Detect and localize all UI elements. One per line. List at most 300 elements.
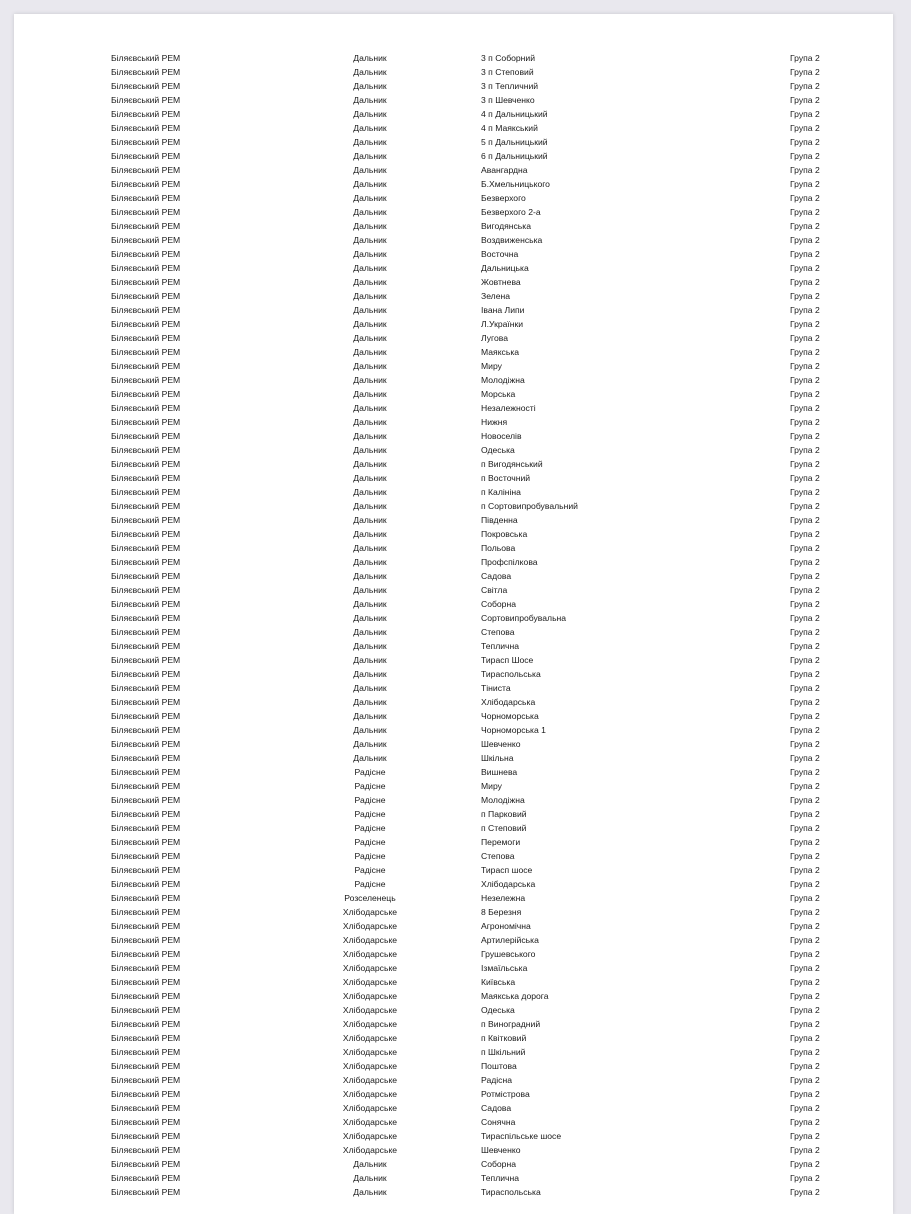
table-row: [14, 1157, 893, 1171]
street-cell: Одеська: [481, 1005, 515, 1015]
settlement-cell: Дальник: [353, 361, 387, 371]
table-row: [14, 667, 893, 681]
rem-cell: Біляєвський РЕМ: [111, 389, 181, 399]
table-row: [14, 989, 893, 1003]
street-cell: Чорноморська: [481, 711, 539, 721]
group-cell: Група 2: [790, 1033, 820, 1043]
table-row: [14, 359, 893, 373]
table-row: [14, 1003, 893, 1017]
settlement-cell: Дальник: [353, 571, 387, 581]
street-cell: Теплична: [481, 641, 520, 651]
table-row: [14, 247, 893, 261]
table-row: [14, 79, 893, 93]
street-cell: Шкільна: [481, 753, 514, 763]
group-cell: Група 2: [790, 1019, 820, 1029]
table-row: [14, 93, 893, 107]
group-cell: Група 2: [790, 921, 820, 931]
rem-cell: Біляєвський РЕМ: [111, 753, 181, 763]
settlement-cell: Радісне: [354, 781, 386, 791]
table-row: [14, 583, 893, 597]
street-cell: Київська: [481, 977, 516, 987]
settlement-cell: Дальник: [353, 319, 387, 329]
street-cell: Хлібодарська: [481, 879, 536, 889]
rem-cell: Біляєвський РЕМ: [111, 305, 181, 315]
street-cell: Нижня: [481, 417, 508, 427]
settlement-cell: Хлібодарське: [342, 1145, 398, 1155]
settlement-cell: Дальник: [353, 613, 387, 623]
street-cell: Грушевського: [481, 949, 536, 959]
street-cell: Тирасп Шосе: [481, 655, 534, 665]
rem-cell: Біляєвський РЕМ: [111, 641, 181, 651]
table-row: [14, 653, 893, 667]
settlement-cell: Дальник: [353, 81, 387, 91]
rem-cell: Біляєвський РЕМ: [111, 445, 181, 455]
group-cell: Група 2: [790, 571, 820, 581]
rem-cell: Біляєвський РЕМ: [111, 1103, 181, 1113]
street-cell: Сортовипробувальна: [481, 613, 567, 623]
rem-cell: Біляєвський РЕМ: [111, 1019, 181, 1029]
rem-cell: Біляєвський РЕМ: [111, 809, 181, 819]
settlement-cell: Радісне: [354, 879, 386, 889]
rem-cell: Біляєвський РЕМ: [111, 333, 181, 343]
settlement-cell: Радісне: [354, 851, 386, 861]
rem-cell: Біляєвський РЕМ: [111, 991, 181, 1001]
rem-cell: Біляєвський РЕМ: [111, 53, 181, 63]
street-cell: Покровська: [481, 529, 528, 539]
street-cell: Воздвиженська: [481, 235, 543, 245]
group-cell: Група 2: [790, 305, 820, 315]
rem-cell: Біляєвський РЕМ: [111, 291, 181, 301]
street-cell: 4 п Дальницький: [481, 109, 548, 119]
settlement-cell: Хлібодарське: [342, 1075, 398, 1085]
table-row: [14, 261, 893, 275]
table-row: [14, 933, 893, 947]
table-row: [14, 1115, 893, 1129]
street-cell: Б.Хмельницького: [481, 179, 550, 189]
settlement-cell: Дальник: [353, 151, 387, 161]
table-row: [14, 849, 893, 863]
group-cell: Група 2: [790, 1173, 820, 1183]
table-row: [14, 401, 893, 415]
rem-cell: Біляєвський РЕМ: [111, 1075, 181, 1085]
rem-cell: Біляєвський РЕМ: [111, 361, 181, 371]
rem-cell: Біляєвський РЕМ: [111, 585, 181, 595]
outage-schedule-table: [14, 51, 893, 1199]
settlement-cell: Дальник: [353, 291, 387, 301]
group-cell: Група 2: [790, 235, 820, 245]
rem-cell: Біляєвський РЕМ: [111, 935, 181, 945]
group-cell: Група 2: [790, 753, 820, 763]
street-cell: п Квітковий: [481, 1033, 527, 1043]
street-cell: Маякська: [481, 347, 520, 357]
street-cell: Тіниста: [481, 683, 511, 693]
settlement-cell: Радісне: [354, 823, 386, 833]
street-cell: Івана Липи: [481, 305, 525, 315]
rem-cell: Біляєвський РЕМ: [111, 151, 181, 161]
settlement-cell: Дальник: [353, 305, 387, 315]
street-cell: Безверхого: [481, 193, 526, 203]
rem-cell: Біляєвський РЕМ: [111, 1033, 181, 1043]
table-row: [14, 555, 893, 569]
street-cell: 5 п Дальницький: [481, 137, 548, 147]
settlement-cell: Радісне: [354, 837, 386, 847]
settlement-cell: Дальник: [353, 711, 387, 721]
rem-cell: Біляєвський РЕМ: [111, 739, 181, 749]
document-page: [14, 14, 893, 1214]
settlement-cell: Дальник: [353, 557, 387, 567]
rem-cell: Біляєвський РЕМ: [111, 431, 181, 441]
table-row: [14, 723, 893, 737]
group-cell: Група 2: [790, 1145, 820, 1155]
group-cell: Група 2: [790, 935, 820, 945]
street-cell: Хлібодарська: [481, 697, 536, 707]
street-cell: Лугова: [481, 333, 509, 343]
street-cell: п Шкільний: [481, 1047, 526, 1057]
street-cell: Миру: [481, 361, 502, 371]
street-cell: Л.Українки: [481, 319, 524, 329]
table-row: [14, 1087, 893, 1101]
table-row: [14, 65, 893, 79]
street-cell: Садова: [481, 571, 512, 581]
settlement-cell: Хлібодарське: [342, 1005, 398, 1015]
rem-cell: Біляєвський РЕМ: [111, 319, 181, 329]
group-cell: Група 2: [790, 851, 820, 861]
street-cell: Незележна: [481, 893, 526, 903]
settlement-cell: Дальник: [353, 473, 387, 483]
rem-cell: Біляєвський РЕМ: [111, 823, 181, 833]
street-cell: 3 п Шевченко: [481, 95, 535, 105]
group-cell: Група 2: [790, 627, 820, 637]
settlement-cell: Радісне: [354, 865, 386, 875]
street-cell: Південна: [481, 515, 518, 525]
street-cell: Сонячна: [481, 1117, 516, 1127]
table-row: [14, 1185, 893, 1199]
settlement-cell: Дальник: [353, 221, 387, 231]
group-cell: Група 2: [790, 361, 820, 371]
group-cell: Група 2: [790, 137, 820, 147]
rem-cell: Біляєвський РЕМ: [111, 557, 181, 567]
settlement-cell: Дальник: [353, 417, 387, 427]
rem-cell: Біляєвський РЕМ: [111, 907, 181, 917]
street-cell: Молодіжна: [481, 795, 525, 805]
table-row: [14, 513, 893, 527]
group-cell: Група 2: [790, 319, 820, 329]
street-cell: п Парковий: [481, 809, 527, 819]
rem-cell: Біляєвський РЕМ: [111, 949, 181, 959]
settlement-cell: Дальник: [353, 753, 387, 763]
table-row: [14, 471, 893, 485]
rem-cell: Біляєвський РЕМ: [111, 473, 181, 483]
table-row: [14, 387, 893, 401]
group-cell: Група 2: [790, 893, 820, 903]
table-row: [14, 891, 893, 905]
table-row: [14, 121, 893, 135]
settlement-cell: Дальник: [353, 95, 387, 105]
street-cell: Вишнева: [481, 767, 518, 777]
settlement-cell: Дальник: [353, 123, 387, 133]
group-cell: Група 2: [790, 347, 820, 357]
rem-cell: Біляєвський РЕМ: [111, 571, 181, 581]
street-cell: п Степовий: [481, 823, 527, 833]
settlement-cell: Розселенець: [344, 893, 396, 903]
group-cell: Група 2: [790, 333, 820, 343]
street-cell: 6 п Дальницький: [481, 151, 548, 161]
street-cell: Миру: [481, 781, 502, 791]
rem-cell: Біляєвський РЕМ: [111, 277, 181, 287]
street-cell: Шевченко: [481, 1145, 521, 1155]
group-cell: Група 2: [790, 907, 820, 917]
street-cell: Соборна: [481, 599, 516, 609]
settlement-cell: Хлібодарське: [342, 1033, 398, 1043]
table-row: [14, 289, 893, 303]
rem-cell: Біляєвський РЕМ: [111, 1159, 181, 1169]
group-cell: Група 2: [790, 991, 820, 1001]
rem-cell: Біляєвський РЕМ: [111, 501, 181, 511]
settlement-cell: Хлібодарське: [342, 907, 398, 917]
settlement-cell: Дальник: [353, 207, 387, 217]
group-cell: Група 2: [790, 613, 820, 623]
settlement-cell: Хлібодарське: [342, 977, 398, 987]
street-cell: 3 п Степовий: [481, 67, 534, 77]
table-row: [14, 597, 893, 611]
group-cell: Група 2: [790, 193, 820, 203]
rem-cell: Біляєвський РЕМ: [111, 697, 181, 707]
table-row: [14, 1129, 893, 1143]
group-cell: Група 2: [790, 1131, 820, 1141]
settlement-cell: Дальник: [353, 459, 387, 469]
table-row: [14, 485, 893, 499]
settlement-cell: Дальник: [353, 627, 387, 637]
street-cell: Восточна: [481, 249, 519, 259]
settlement-cell: Дальник: [353, 501, 387, 511]
table-row: [14, 457, 893, 471]
settlement-cell: Хлібодарське: [342, 1131, 398, 1141]
rem-cell: Біляєвський РЕМ: [111, 179, 181, 189]
group-cell: Група 2: [790, 949, 820, 959]
rem-cell: Біляєвський РЕМ: [111, 865, 181, 875]
group-cell: Група 2: [790, 487, 820, 497]
settlement-cell: Дальник: [353, 277, 387, 287]
group-cell: Група 2: [790, 375, 820, 385]
settlement-cell: Дальник: [353, 389, 387, 399]
table-row: [14, 317, 893, 331]
street-cell: Шевченко: [481, 739, 521, 749]
street-cell: Артилерійська: [481, 935, 539, 945]
table-row: [14, 1073, 893, 1087]
rem-cell: Біляєвський РЕМ: [111, 655, 181, 665]
table-row: [14, 625, 893, 639]
settlement-cell: Дальник: [353, 333, 387, 343]
settlement-cell: Дальник: [353, 263, 387, 273]
rem-cell: Біляєвський РЕМ: [111, 1061, 181, 1071]
group-cell: Група 2: [790, 599, 820, 609]
rem-cell: Біляєвський РЕМ: [111, 95, 181, 105]
group-cell: Група 2: [790, 249, 820, 259]
street-cell: Польова: [481, 543, 516, 553]
street-cell: п Калініна: [481, 487, 521, 497]
table-row: [14, 443, 893, 457]
rem-cell: Біляєвський РЕМ: [111, 599, 181, 609]
group-cell: Група 2: [790, 795, 820, 805]
settlement-cell: Радісне: [354, 809, 386, 819]
rem-cell: Біляєвський РЕМ: [111, 851, 181, 861]
settlement-cell: Дальник: [353, 375, 387, 385]
group-cell: Група 2: [790, 277, 820, 287]
group-cell: Група 2: [790, 977, 820, 987]
street-cell: п Сортовипробувальний: [481, 501, 578, 511]
street-cell: Тирасп шосе: [481, 865, 533, 875]
street-cell: Поштова: [481, 1061, 517, 1071]
settlement-cell: Хлібодарське: [342, 963, 398, 973]
group-cell: Група 2: [790, 529, 820, 539]
table-row: [14, 569, 893, 583]
rem-cell: Біляєвський РЕМ: [111, 725, 181, 735]
group-cell: Група 2: [790, 823, 820, 833]
group-cell: Група 2: [790, 809, 820, 819]
group-cell: Група 2: [790, 683, 820, 693]
street-cell: Маякська дорога: [481, 991, 549, 1001]
rem-cell: Біляєвський РЕМ: [111, 767, 181, 777]
rem-cell: Біляєвський РЕМ: [111, 123, 181, 133]
group-cell: Група 2: [790, 445, 820, 455]
street-cell: 8 Березня: [481, 907, 522, 917]
rem-cell: Біляєвський РЕМ: [111, 515, 181, 525]
street-cell: Ізмаїльська: [481, 963, 528, 973]
table-row: [14, 961, 893, 975]
table-row: [14, 863, 893, 877]
rem-cell: Біляєвський РЕМ: [111, 977, 181, 987]
street-cell: Безверхого 2-а: [481, 207, 541, 217]
settlement-cell: Дальник: [353, 1173, 387, 1183]
group-cell: Група 2: [790, 53, 820, 63]
street-cell: Степова: [481, 627, 515, 637]
table-row: [14, 821, 893, 835]
settlement-cell: Хлібодарське: [342, 1047, 398, 1057]
settlement-cell: Дальник: [353, 193, 387, 203]
settlement-cell: Дальник: [353, 515, 387, 525]
settlement-cell: Хлібодарське: [342, 991, 398, 1001]
table-row: [14, 1143, 893, 1157]
rem-cell: Біляєвський РЕМ: [111, 921, 181, 931]
street-cell: Морська: [481, 389, 516, 399]
settlement-cell: Дальник: [353, 543, 387, 553]
settlement-cell: Дальник: [353, 683, 387, 693]
rem-cell: Біляєвський РЕМ: [111, 1117, 181, 1127]
street-cell: 3 п Соборний: [481, 53, 536, 63]
table-row: [14, 205, 893, 219]
table-row: [14, 765, 893, 779]
street-cell: Молодіжна: [481, 375, 525, 385]
table-row: [14, 919, 893, 933]
rem-cell: Біляєвський РЕМ: [111, 347, 181, 357]
street-cell: 3 п Тепличний: [481, 81, 539, 91]
settlement-cell: Дальник: [353, 235, 387, 245]
settlement-cell: Дальник: [353, 641, 387, 651]
street-cell: Новоселів: [481, 431, 522, 441]
group-cell: Група 2: [790, 263, 820, 273]
table-row: [14, 877, 893, 891]
street-cell: Незалежності: [481, 403, 536, 413]
table-row: [14, 639, 893, 653]
rem-cell: Біляєвський РЕМ: [111, 543, 181, 553]
group-cell: Група 2: [790, 711, 820, 721]
rem-cell: Біляєвський РЕМ: [111, 81, 181, 91]
settlement-cell: Дальник: [353, 655, 387, 665]
rem-cell: Біляєвський РЕМ: [111, 781, 181, 791]
rem-cell: Біляєвський РЕМ: [111, 193, 181, 203]
table-row: [14, 611, 893, 625]
rem-cell: Біляєвський РЕМ: [111, 137, 181, 147]
rem-cell: Біляєвський РЕМ: [111, 613, 181, 623]
table-row: [14, 793, 893, 807]
group-cell: Група 2: [790, 1075, 820, 1085]
group-cell: Група 2: [790, 95, 820, 105]
table-row: [14, 275, 893, 289]
rem-cell: Біляєвський РЕМ: [111, 375, 181, 385]
settlement-cell: Хлібодарське: [342, 935, 398, 945]
group-cell: Група 2: [790, 501, 820, 511]
table-row: [14, 303, 893, 317]
street-cell: п Виноградний: [481, 1019, 541, 1029]
street-cell: Агрономічна: [481, 921, 531, 931]
group-cell: Група 2: [790, 67, 820, 77]
rem-cell: Біляєвський РЕМ: [111, 417, 181, 427]
table-row: [14, 345, 893, 359]
settlement-cell: Дальник: [353, 179, 387, 189]
group-cell: Група 2: [790, 221, 820, 231]
street-cell: Вигодянська: [481, 221, 531, 231]
table-row: [14, 219, 893, 233]
street-cell: Тираспольська: [481, 1187, 541, 1197]
street-cell: Жовтнева: [481, 277, 521, 287]
group-cell: Група 2: [790, 879, 820, 889]
group-cell: Група 2: [790, 515, 820, 525]
street-cell: 4 п Маякський: [481, 123, 538, 133]
group-cell: Група 2: [790, 1047, 820, 1057]
group-cell: Група 2: [790, 431, 820, 441]
settlement-cell: Дальник: [353, 599, 387, 609]
settlement-cell: Дальник: [353, 585, 387, 595]
settlement-cell: Хлібодарське: [342, 1061, 398, 1071]
street-cell: Чорноморська 1: [481, 725, 546, 735]
settlement-cell: Дальник: [353, 1159, 387, 1169]
rem-cell: Біляєвський РЕМ: [111, 711, 181, 721]
group-cell: Група 2: [790, 1159, 820, 1169]
street-cell: Тираспільське шосе: [481, 1131, 562, 1141]
group-cell: Група 2: [790, 403, 820, 413]
table-row: [14, 975, 893, 989]
settlement-cell: Дальник: [353, 669, 387, 679]
group-cell: Група 2: [790, 459, 820, 469]
rem-cell: Біляєвський РЕМ: [111, 221, 181, 231]
street-cell: п Вигодянський: [481, 459, 543, 469]
settlement-cell: Дальник: [353, 445, 387, 455]
settlement-cell: Дальник: [353, 487, 387, 497]
settlement-cell: Хлібодарське: [342, 949, 398, 959]
rem-cell: Біляєвський РЕМ: [111, 165, 181, 175]
table-row: [14, 191, 893, 205]
table-row: [14, 135, 893, 149]
table-row: [14, 779, 893, 793]
settlement-cell: Дальник: [353, 53, 387, 63]
settlement-cell: Дальник: [353, 739, 387, 749]
street-cell: Садова: [481, 1103, 512, 1113]
table-row: [14, 1101, 893, 1115]
table-row: [14, 751, 893, 765]
street-cell: Зелена: [481, 291, 511, 301]
rem-cell: Біляєвський РЕМ: [111, 263, 181, 273]
rem-cell: Біляєвський РЕМ: [111, 683, 181, 693]
